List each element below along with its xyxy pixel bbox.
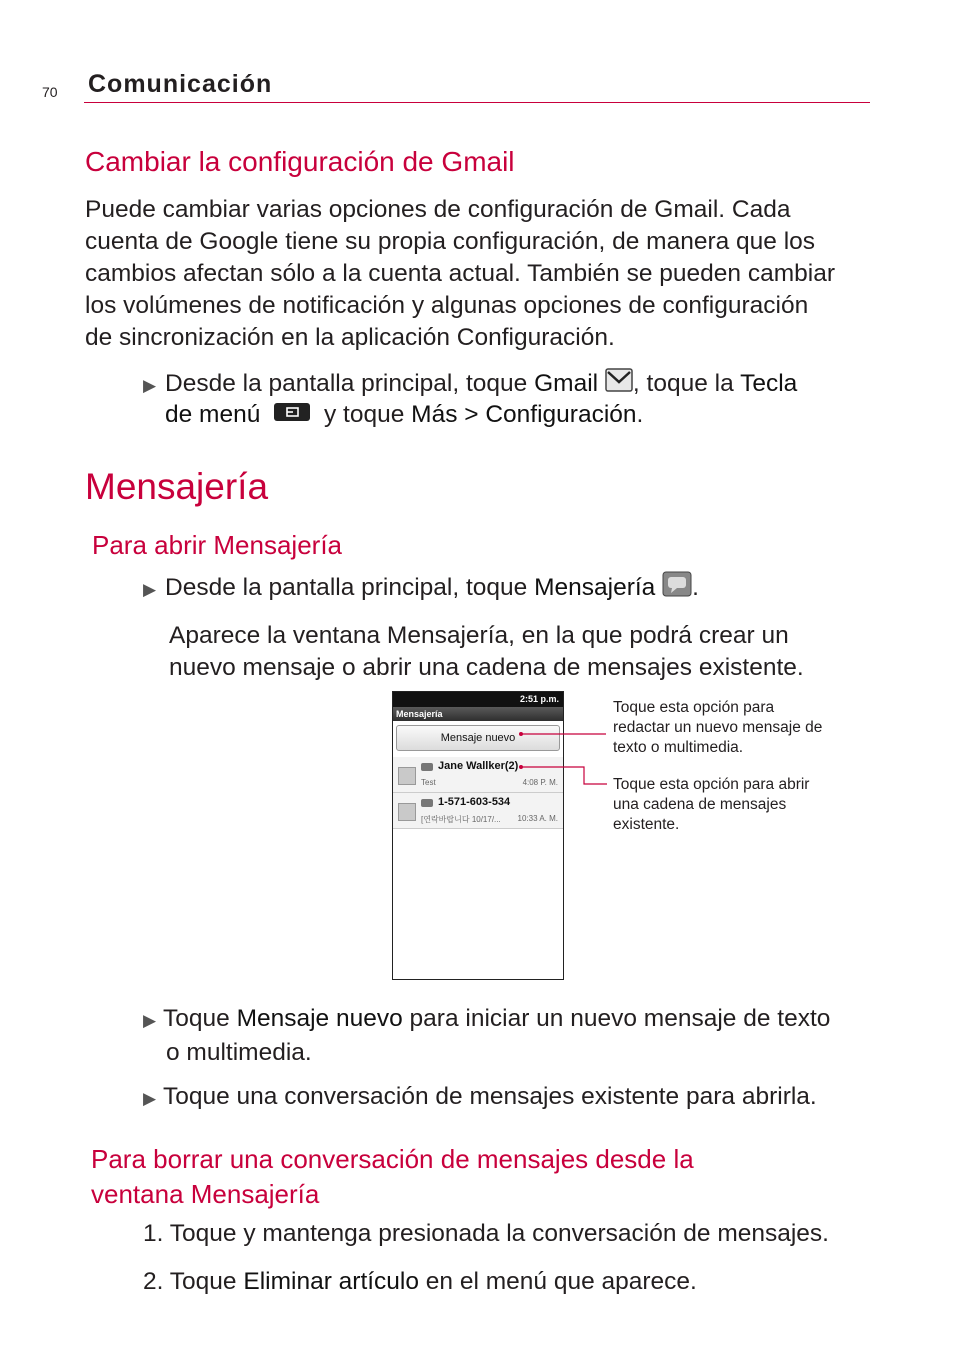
- callout-new-message: Toque esta opción para redactar un nuevo mensaje de texto o multimedia.: [613, 699, 823, 756]
- gmail-settings-heading: Cambiar la configuración de Gmail: [85, 146, 515, 177]
- new-message-button[interactable]: Mensaje nuevo: [396, 725, 560, 751]
- thread-snippet: Test: [421, 778, 436, 787]
- page-number: 70: [42, 84, 58, 100]
- delete-step-1: 1. Toque y mantenga presionada la conversación de mensajes.: [143, 1220, 829, 1247]
- bullet-arrow-icon: ▶: [143, 1089, 157, 1108]
- open-messaging-step: ▶ Desde la pantalla principal, toque Mensajería .: [143, 570, 699, 607]
- messaging-description: Aparece la ventana Mensajería, en la que podrá crear un nuevo mensaje o abrir una cadena de mensajes existente.: [169, 622, 804, 681]
- paragraph-line: cuenta de Google tiene su propia configuración, de manera que los: [85, 228, 816, 255]
- thread-time: 10:33 A. M.: [517, 814, 558, 823]
- delete-step-2: 2. Toque Eliminar artículo en el menú que aparece.: [143, 1268, 697, 1295]
- paragraph-line: Puede cambiar varias opciones de configuración de Gmail. Cada: [85, 196, 791, 223]
- paragraph-line: cambios afectan sólo a la cuenta actual. También se pueden cambiar: [85, 260, 835, 287]
- gmail-label: Gmail: [534, 369, 599, 397]
- callout-open-thread: Toque esta opción para abrir una cadena de mensajes existente.: [613, 776, 810, 833]
- screen-title-bar: Mensajería: [393, 707, 563, 721]
- section-title: Comunicación: [88, 70, 273, 98]
- bullet-arrow-icon: ▶: [143, 1011, 157, 1030]
- status-time: 2:51 p.m.: [519, 694, 559, 704]
- open-messaging-heading: Para abrir Mensajería: [92, 530, 342, 560]
- bullet-arrow-icon: ▶: [143, 579, 157, 599]
- bullet-arrow-icon: ▶: [143, 375, 157, 395]
- thread-snippet: [연락바랍니다 10/17/...: [421, 815, 501, 824]
- paragraph-line: los volúmenes de notificación y algunas opciones de configuración: [85, 292, 809, 319]
- thread-name: Jane Wallker(2): [438, 760, 519, 772]
- gmail-step: ▶ Desde la pantalla principal, toque Gmail , toque la Tecla de menú y toque Más > Configuración.: [143, 366, 863, 432]
- messaging-title: Mensajería: [85, 466, 269, 507]
- thread-name: 1-571-603-534: [438, 796, 511, 808]
- callout-line-thread: [521, 767, 607, 784]
- thread-time: 4:08 P. M.: [522, 778, 558, 787]
- new-message-bullet: ▶ Toque Mensaje nuevo para iniciar un nuevo mensaje de texto o multimedia.: [143, 1005, 831, 1066]
- paragraph-line: de sincronización en la aplicación Configuración.: [85, 324, 615, 351]
- delete-conversation-heading: Para borrar una conversación de mensajes desde la ventana Mensajería: [91, 1144, 694, 1209]
- open-thread-bullet: ▶ Toque una conversación de mensajes existente para abrirla.: [143, 1081, 817, 1115]
